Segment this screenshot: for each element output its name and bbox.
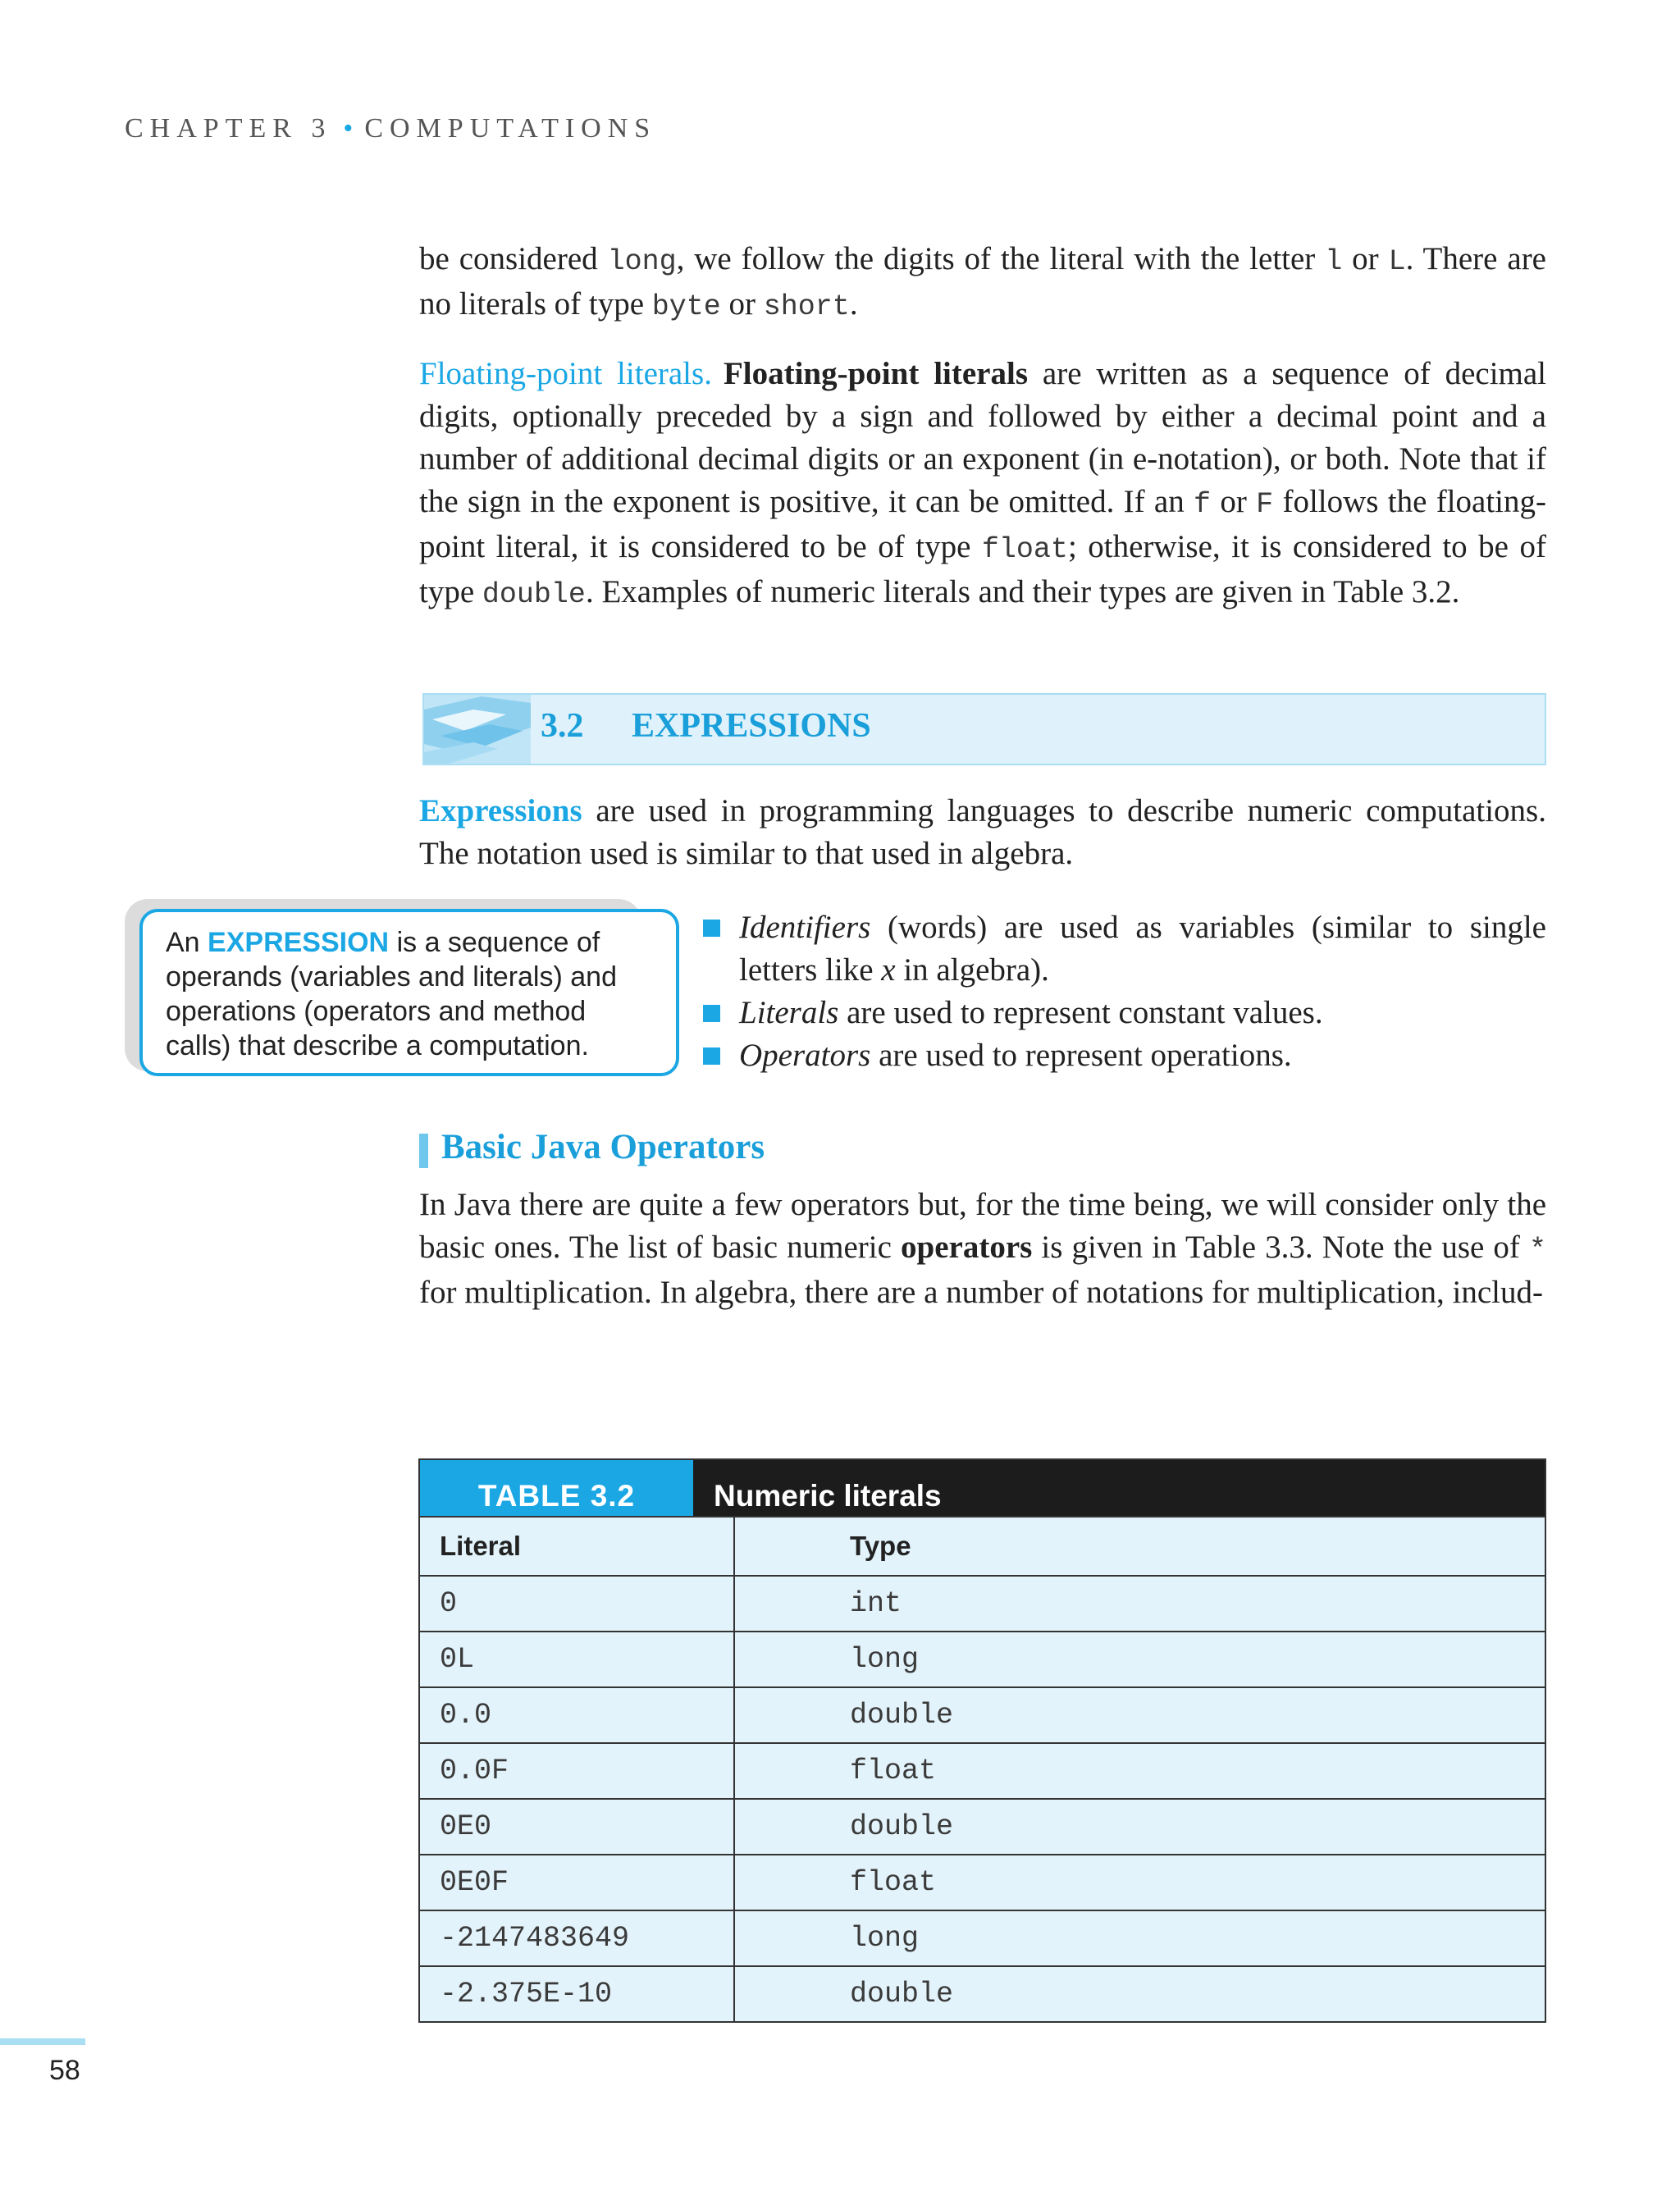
text: are written as a sequence of decimal digits, optionally preceded by a sign and followed by either a decimal point and a number of additional decimal digits or an exponent (in e-notation), or both. Note that if the sign in the exponent is positive, it can be omitted. If an — [419, 356, 1547, 519]
italic-term: Operators — [739, 1038, 871, 1073]
text: or — [1342, 241, 1389, 276]
code-float: float — [981, 533, 1068, 566]
bold-term: Expressions — [419, 793, 582, 828]
table-cell: 0L — [420, 1632, 735, 1686]
table-cell: int — [850, 1587, 902, 1620]
table-row — [420, 1575, 1545, 1631]
section-banner — [422, 693, 1546, 765]
list-item — [700, 906, 1546, 992]
table-cell: long — [850, 1643, 920, 1676]
square-bullet-icon — [703, 1047, 720, 1065]
table-header-row — [420, 1516, 1545, 1575]
text: or — [720, 286, 764, 322]
running-head-chapter: CHAPTER 3 — [125, 113, 332, 144]
text: . — [849, 286, 858, 322]
text: are used to represent operations. — [870, 1038, 1292, 1073]
text: (words) are used as variables (similar to single letters like — [739, 910, 1546, 988]
table-row — [420, 1798, 1545, 1854]
list-item — [700, 992, 1546, 1034]
text: for multiplication. In algebra, there are a number of notations for multiplication, includ- — [419, 1275, 1543, 1310]
running-head-title: COMPUTATIONS — [364, 113, 657, 144]
subsection-marker — [419, 1134, 428, 1168]
bullet-list — [700, 906, 1546, 1077]
table-cell: 0.0F — [420, 1744, 735, 1798]
text: ; otherwise, it is considered to be of type — [419, 529, 1546, 609]
paragraph-long-literals — [419, 238, 1546, 328]
table-cell: double — [850, 1810, 954, 1843]
text: in algebra). — [895, 952, 1049, 988]
code-f: f — [1194, 488, 1212, 521]
code-F: F — [1256, 488, 1274, 521]
table-row — [420, 1910, 1545, 1965]
text: be considered — [419, 241, 608, 276]
text: are used in programming languages to describe numeric computations. The notation used is similar to that used in algebra. — [419, 793, 1546, 871]
running-head-separator: • — [343, 113, 354, 144]
bold-term: operators — [901, 1230, 1033, 1265]
text: . Examples of numeric literals and their types are given in Table 3.2. — [585, 574, 1460, 609]
table-row — [420, 1742, 1545, 1798]
run-in-heading: Floating-point literals. — [419, 356, 712, 391]
italic-term: Identifiers — [739, 910, 871, 945]
table-cell: float — [850, 1755, 937, 1787]
running-head — [125, 113, 656, 144]
italic-variable: x — [881, 952, 896, 988]
column-header: Literal — [420, 1518, 735, 1575]
text: are used to represent constant values. — [838, 995, 1323, 1030]
table-row — [420, 1965, 1545, 2021]
subsection-title: Basic Java Operators — [441, 1128, 765, 1166]
code-L: L — [1388, 245, 1406, 278]
code-l: l — [1325, 245, 1343, 278]
code-short: short — [763, 290, 850, 323]
code-long: long — [607, 245, 677, 278]
table-cell: double — [850, 1699, 954, 1732]
column-header: Type — [850, 1531, 911, 1561]
text: . There are no literals of type — [419, 241, 1546, 322]
table-cell: 0E0 — [420, 1800, 735, 1854]
square-bullet-icon — [703, 1005, 720, 1022]
table-cell: -2.375E-10 — [420, 1967, 735, 2021]
text: is a sequence of operands (variables and literals) and operations (operators and method calls) that describe a computation. — [166, 927, 617, 1061]
table-cell: 0E0F — [420, 1855, 735, 1910]
table-row — [420, 1854, 1545, 1910]
table-title-bar — [420, 1460, 1545, 1516]
section-number: 3.2 — [541, 707, 584, 745]
table-cell: 0.0 — [420, 1688, 735, 1742]
page-number: 58 — [49, 2055, 80, 2086]
table-row — [420, 1631, 1545, 1686]
table-cell: 0 — [420, 1577, 735, 1631]
highlight-term: EXPRESSION — [208, 927, 390, 958]
table-caption: Numeric literals — [714, 1479, 942, 1513]
definition-sidebar — [139, 909, 679, 1076]
code-byte: byte — [651, 290, 721, 323]
list-item — [700, 1034, 1546, 1077]
keyboard-graphic-icon — [424, 695, 531, 764]
text: is given in Table 3.3. Note the use of — [1032, 1230, 1529, 1265]
text: or — [1211, 484, 1257, 519]
text: In Java there are quite a few operators but, for the time being, we will consider only the basic ones. The list of basic numeric — [419, 1187, 1546, 1265]
code-asterisk: * — [1528, 1234, 1546, 1267]
paragraph-basic-operators — [419, 1184, 1546, 1314]
text: follows the floating-point literal, it is considered to be of type — [419, 484, 1547, 564]
page-number-tab — [0, 2038, 85, 2045]
bold-term: Floating-point literals — [723, 356, 1029, 391]
numeric-literals-table — [418, 1458, 1546, 2023]
table-cell: -2147483649 — [420, 1911, 735, 1965]
text: , we follow the digits of the literal with the letter — [676, 241, 1326, 276]
text: An — [166, 927, 208, 958]
table-cell: float — [850, 1866, 937, 1899]
table-row — [420, 1686, 1545, 1742]
table-cell: long — [850, 1922, 920, 1955]
table-cell: double — [850, 1978, 954, 2010]
code-double: double — [482, 578, 586, 611]
table-label: TABLE 3.2 — [420, 1460, 693, 1516]
paragraph-expressions-intro — [419, 790, 1546, 875]
section-title: EXPRESSIONS — [632, 707, 871, 745]
italic-term: Literals — [739, 995, 839, 1030]
square-bullet-icon — [703, 920, 720, 937]
paragraph-floating-point-literals — [419, 353, 1546, 616]
